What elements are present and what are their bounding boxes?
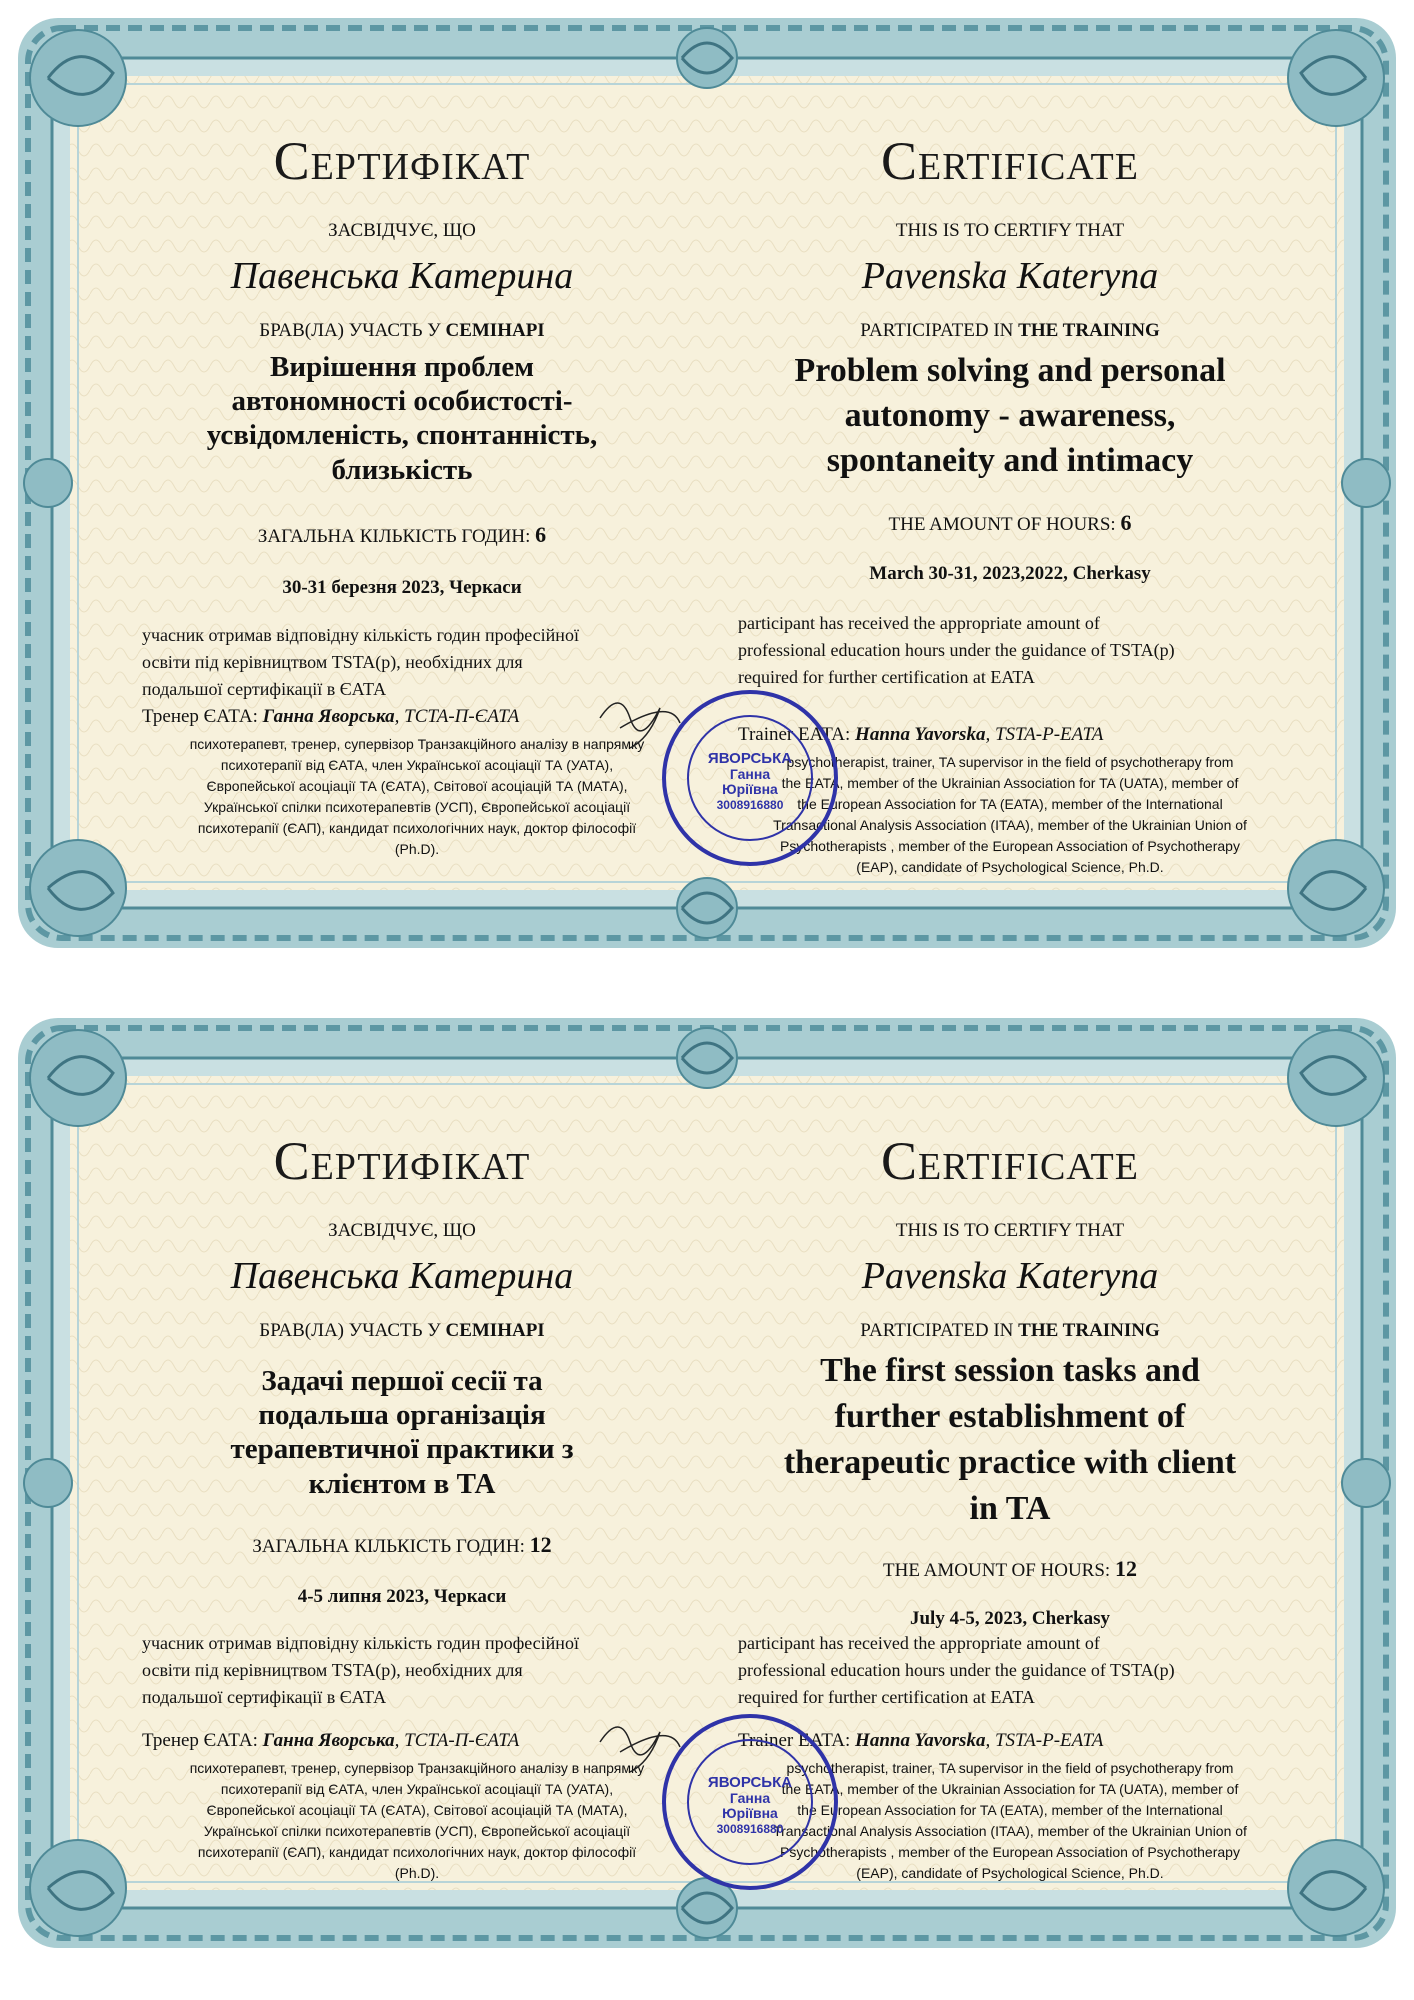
description-text: учасник отримав відповідну кількість годин професійної освіти під керівництвом TSTA(p), необхідних для подальшої сертифікації в ЄАТА xyxy=(142,1633,579,1707)
stamp-text: 3008916880 xyxy=(716,798,784,812)
trainer-credentials: психотерапевт, тренер, супервізор Транзакційного аналізу в напрямку психотерапії від ЄАТА, член Української асоціації ТА (УАТА), Європейської асоціації ТА (ЄАТА), Світової асоціацій ТА (МАТА), Української спілки психотерапевтів (УСП), Європейської асоціації психотерапії (ЄАП), кандидат психологічних наук, доктор філософії (Ph.D). xyxy=(189,1760,645,1881)
certify-text: THIS IS TO CERTIFY THAT xyxy=(895,220,1125,241)
certify-text: THIS IS TO CERTIFY THAT xyxy=(895,1220,1125,1241)
course-title: Problem solving and personal autonomy - awareness, spontaneity and intimacy xyxy=(794,352,1226,479)
date-location: July 4-5, 2023, Cherkasy xyxy=(909,1608,1111,1629)
participated-text: БРАВ(ЛА) УЧАСТЬ У СЕМІНАРІ xyxy=(259,1320,545,1341)
recipient-name: Pavenska Kateryna xyxy=(861,1255,1159,1297)
certificate-title: Certificate xyxy=(881,131,1139,191)
signature-and-stamp xyxy=(590,678,840,878)
certificate-title: Certificate xyxy=(881,1131,1139,1191)
stamp-text: ЯВОРСЬКА xyxy=(707,750,793,767)
participated-text: БРАВ(ЛА) УЧАСТЬ У СЕМІНАРІ xyxy=(259,320,545,341)
course-title: Задачі першої сесії та подальша організація терапевтичної практики з клієнтом в ТА xyxy=(230,1365,574,1500)
certify-text: ЗАСВІДЧУЄ, ЩО xyxy=(328,220,476,241)
description-text: participant has received the appropriate amount of professional education hours under the guidance of TSTA(p) required for further certification at EATA xyxy=(738,613,1175,687)
signature-and-stamp xyxy=(590,1702,840,1902)
trainer-credentials: psychotherapist, trainer, TA supervisor in the field of psychotherapy from the EATA, member of the Ukrainian Association for TA (UATA), member of the European Association for TA (EATA), member of the International Transactional Analysis Association (ITAA), member of the Ukrainian Union of Psychotherapists , member of the European Association of Psychotherapy (EAP), candidate of Psychological Science, Ph.D. xyxy=(773,754,1247,875)
course-title: Вирішення проблем автономності особистості- усвідомленість, спонтанність, близькість xyxy=(206,351,598,486)
certify-text: ЗАСВІДЧУЄ, ЩО xyxy=(328,1220,476,1241)
certificate-title: Сертифікат xyxy=(273,131,531,191)
date-location: March 30-31, 2023,2022, Cherkasy xyxy=(869,563,1151,584)
stamp-text: Юріївна xyxy=(722,1805,778,1821)
hours-count: ЗАГАЛЬНА КІЛЬКІСТЬ ГОДИН: 12 xyxy=(252,1532,552,1557)
course-title: The first session tasks and further establishment of therapeutic practice with client in TA xyxy=(783,1352,1237,1527)
recipient-name: Pavenska Kateryna xyxy=(861,255,1159,297)
hours-count: THE AMOUNT OF HOURS: 12 xyxy=(883,1556,1137,1581)
participated-text: PARTICIPATED IN THE TRAINING xyxy=(860,1320,1160,1341)
stamp-text: Ганна xyxy=(729,1790,771,1806)
trainer-line: Тренер ЄАТА: Ганна Яворська, ТСТА-П-ЄАТА xyxy=(142,1730,520,1751)
stamp-text: Юріївна xyxy=(722,781,778,797)
trainer-line: Trainer EATA: Hanna Yavorska, TSTA-P-EATA xyxy=(738,724,1104,745)
recipient-name: Павенська Катерина xyxy=(230,1255,574,1297)
description-text: учасник отримав відповідну кількість годин професійної освіти під керівництвом TSTA(p), необхідних для подальшої сертифікації в ЄАТА xyxy=(142,625,579,699)
trainer-line: Trainer EATA: Hanna Yavorska, TSTA-P-EATA xyxy=(738,1730,1104,1751)
stamp-text: ЯВОРСЬКА xyxy=(707,1774,793,1791)
trainer-line: Тренер ЄАТА: Ганна Яворська, ТСТА-П-ЄАТА xyxy=(142,706,520,727)
recipient-name: Павенська Катерина xyxy=(230,255,574,297)
stamp-text: 3008916880 xyxy=(716,1822,784,1836)
certificate-title: Сертифікат xyxy=(273,1131,531,1191)
certificate-1 xyxy=(18,18,1396,948)
date-location: 4-5 липня 2023, Черкаси xyxy=(297,1586,507,1607)
stamp-text: Ганна xyxy=(729,766,771,782)
participated-text: PARTICIPATED IN THE TRAINING xyxy=(860,320,1160,341)
description-text: participant has received the appropriate amount of professional education hours under the guidance of TSTA(p) required for further certification at EATA xyxy=(738,1633,1175,1707)
trainer-credentials: psychotherapist, trainer, TA supervisor in the field of psychotherapy from the EATA, member of the Ukrainian Association for TA (UATA), member of the European Association for TA (EATA), member of the International Transactional Analysis Association (ITAA), member of the Ukrainian Union of Psychotherapists , member of the European Association of Psychotherapy (EAP), candidate of Psychological Science, Ph.D. xyxy=(773,1760,1247,1881)
hours-count: ЗАГАЛЬНА КІЛЬКІСТЬ ГОДИН: 6 xyxy=(257,522,547,547)
date-location: 30-31 березня 2023, Черкаси xyxy=(282,577,522,598)
trainer-credentials: психотерапевт, тренер, супервізор Транзакційного аналізу в напрямку психотерапії від ЄАТА, член Української асоціації ТА (УАТА), Європейської асоціації ТА (ЄАТА), Світової асоціацій ТА (МАТА), Української спілки психотерапевтів (УСП), Європейської асоціації психотерапії (ЄАП), кандидат психологічних наук, доктор філософії (Ph.D). xyxy=(189,736,645,857)
hours-count: THE AMOUNT OF HOURS: 6 xyxy=(888,510,1132,535)
certificate-2 xyxy=(18,1018,1396,1948)
